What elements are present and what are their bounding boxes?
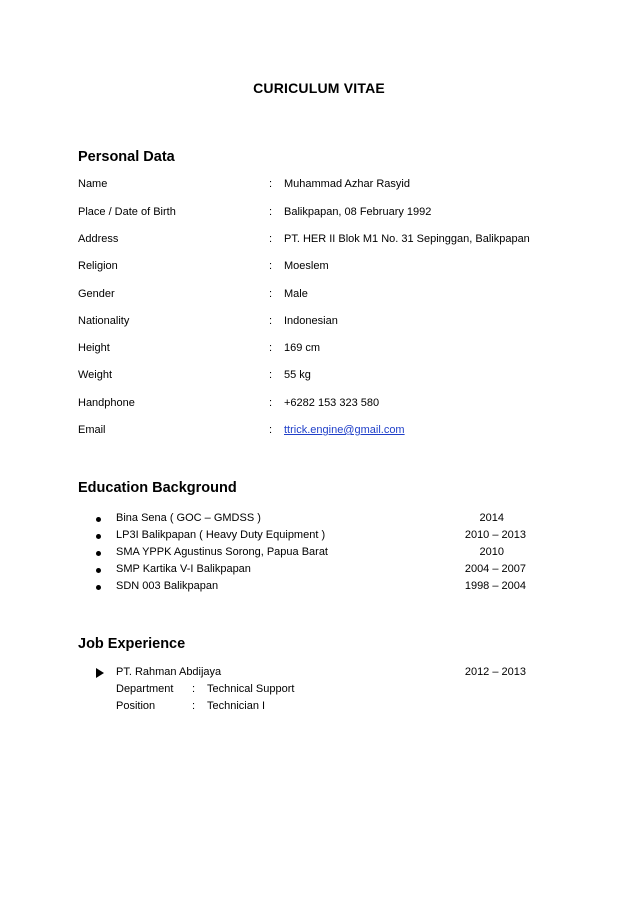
field-separator: :: [269, 260, 273, 272]
field-label: Email: [78, 424, 106, 436]
job-item: [96, 666, 526, 682]
education-item: [96, 580, 526, 596]
personal-row-birth: [78, 206, 558, 222]
bullet-icon: [96, 585, 101, 590]
education-year: 2004 – 2007: [464, 563, 526, 575]
field-separator: :: [269, 397, 273, 409]
job-detail-department: [116, 683, 416, 699]
page-title: CURICULUM VITAE: [253, 80, 385, 96]
field-value: +6282 153 323 580: [284, 397, 380, 409]
field-separator: :: [269, 288, 273, 300]
education-item: [96, 546, 526, 562]
personal-data-heading: Personal Data: [78, 149, 175, 165]
field-label: Name: [78, 178, 108, 190]
field-separator: :: [192, 683, 196, 695]
job-detail-value: Technical Support: [207, 683, 295, 695]
email-link[interactable]: ttrick.engine@gmail.com: [284, 424, 405, 436]
job-detail-label: Department: [116, 683, 174, 695]
field-separator: :: [269, 424, 273, 436]
field-value: Muhammad Azhar Rasyid: [284, 178, 410, 190]
field-label: Address: [78, 233, 119, 245]
education-school: LP3I Balikpapan ( Heavy Duty Equipment ): [116, 529, 326, 541]
field-value: Moeslem: [284, 260, 329, 272]
field-label: Weight: [78, 369, 113, 381]
education-year: 2010: [479, 546, 504, 558]
personal-row-nationality: [78, 315, 558, 331]
field-separator: :: [269, 369, 273, 381]
education-year: 1998 – 2004: [464, 580, 526, 592]
education-item: [96, 563, 526, 579]
education-year: 2014: [479, 512, 504, 524]
job-detail-position: [116, 700, 416, 716]
bullet-icon: [96, 551, 101, 556]
field-separator: :: [192, 700, 196, 712]
bullet-icon: [96, 517, 101, 522]
education-year: 2010 – 2013: [464, 529, 526, 541]
bullet-icon: [96, 568, 101, 573]
personal-row-handphone: [78, 397, 558, 413]
personal-row-address: [78, 233, 558, 249]
job-experience-heading: Job Experience: [78, 636, 186, 652]
field-label: Gender: [78, 288, 115, 300]
education-school: Bina Sena ( GOC – GMDSS ): [116, 512, 261, 524]
personal-row-religion: [78, 260, 558, 276]
job-year: 2012 – 2013: [464, 666, 526, 678]
field-label: Place / Date of Birth: [78, 206, 176, 218]
education-item: [96, 512, 526, 528]
field-separator: :: [269, 342, 273, 354]
bullet-icon: [96, 534, 101, 539]
education-heading: Education Background: [78, 480, 237, 496]
field-value: 169 cm: [284, 342, 321, 354]
field-label: Nationality: [78, 315, 130, 327]
personal-row-email: [78, 424, 558, 440]
education-school: SMA YPPK Agustinus Sorong, Papua Barat: [116, 546, 328, 558]
field-separator: :: [269, 233, 273, 245]
job-company: PT. Rahman Abdijaya: [116, 666, 222, 678]
education-school: SMP Kartika V-I Balikpapan: [116, 563, 251, 575]
job-detail-value: Technician I: [207, 700, 266, 712]
field-value: Indonesian: [284, 315, 338, 327]
field-value: PT. HER II Blok M1 No. 31 Sepinggan, Balikpapan: [284, 233, 530, 245]
education-item: [96, 529, 526, 545]
field-label: Height: [78, 342, 110, 354]
personal-row-weight: [78, 369, 558, 385]
job-detail-label: Position: [116, 700, 156, 712]
personal-row-gender: [78, 288, 558, 304]
arrow-bullet-icon: [96, 668, 104, 678]
education-school: SDN 003 Balikpapan: [116, 580, 219, 592]
field-label: Handphone: [78, 397, 135, 409]
field-separator: :: [269, 315, 273, 327]
field-separator: :: [269, 206, 273, 218]
field-separator: :: [269, 178, 273, 190]
field-value: Male: [284, 288, 308, 300]
field-label: Religion: [78, 260, 118, 272]
field-value: 55 kg: [284, 369, 311, 381]
field-value: Balikpapan, 08 February 1992: [284, 206, 432, 218]
personal-row-name: [78, 178, 558, 194]
personal-row-height: [78, 342, 558, 358]
